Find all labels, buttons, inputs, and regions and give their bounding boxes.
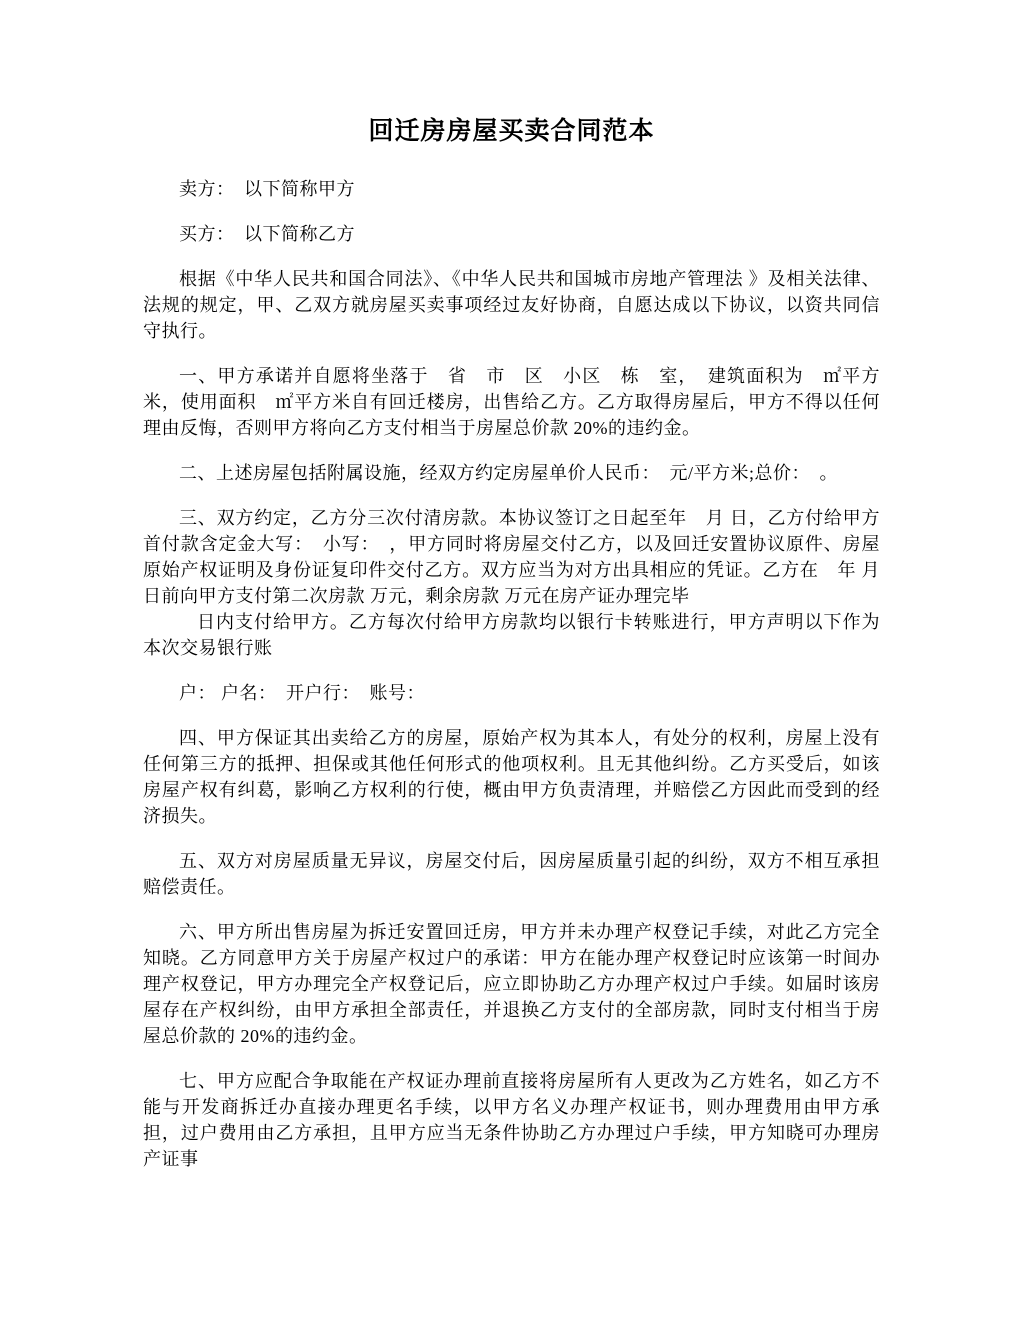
clause-4-paragraph: 四、甲方保证其出卖给乙方的房屋，原始产权为其本人，有处分的权利，房屋上没有任何第三方的抵押、担保或其他任何形式的他项权利。且无其他纠纷。乙方买受后，如该房屋产权有纠葛，影响乙方权利的行使，概由甲方负责清理，并赔偿乙方因此而受到的经济损失。: [143, 728, 880, 826]
clause-7-paragraph: 七、甲方应配合争取能在产权证办理前直接将房屋所有人更改为乙方姓名，如乙方不能与开发商拆迁办直接办理更名手续，以甲方名义办理产权证书，则办理费用由甲方承担，过户费用由乙方承担，且甲方应当无条件协助乙方办理过户手续，甲方知晓可办理房产证事: [143, 1071, 880, 1169]
party-line-seller: 卖方： 以下简称甲方: [179, 179, 355, 199]
clause-3-continuation: 日内支付给甲方。乙方每次付给甲方房款均以银行卡转账进行，甲方声明以下作为本次交易银行账: [143, 612, 880, 658]
preamble-paragraph: 根据《中华人民共和国合同法》、《中华人民共和国城市房地产管理法 》及相关法律、法规的规定，甲、乙双方就房屋买卖事项经过友好协商，自愿达成以下协议，以资共同信守执行。: [143, 269, 880, 341]
clause-1-paragraph: 一、甲方承诺并自愿将坐落于 省 市 区 小区 栋 室， 建筑面积为 ㎡平方米，使用面积 ㎡平方米自有回迁楼房，出售给乙方。乙方取得房屋后，甲方不得以任何理由反悔，否则甲方将向乙方支付相当于房屋总价款 20%的违约金。: [143, 366, 880, 438]
clause-6-paragraph: 六、甲方所出售房屋为拆迁安置回迁房，甲方并未办理产权登记手续，对此乙方完全知晓。乙方同意甲方关于房屋产权过户的承诺：甲方在能办理产权登记时应该第一时间办理产权登记，甲方办理完全产权登记后，应立即协助乙方办理产权过户手续。如届时该房屋存在产权纠纷，由甲方承担全部责任，并退换乙方支付的全部房款，同时支付相当于房屋总价款的 20%的违约金。: [143, 922, 880, 1046]
clause-3-bank-account-line: 户： 户名： 开户行： 账号：: [179, 683, 425, 703]
party-line-buyer: 买方： 以下简称乙方: [179, 224, 355, 244]
clause-2-paragraph: 二、上述房屋包括附属设施，经双方约定房屋单价人民币： 元/平方米;总价： 。: [179, 463, 838, 483]
clause-3-paragraph: 三、双方约定，乙方分三次付清房款。本协议签订之日起至年 月 日，乙方付给甲方首付款含定金大写： 小写： ，甲方同时将房屋交付乙方，以及回迁安置协议原件、房屋原始产权证明及身份证复印件交付乙方。双方应当为对方出具相应的凭证。乙方在 年 月 日前向甲方支付第二次房款 万元，剩余房款 万元在房产证办理完毕: [143, 508, 880, 606]
document-title: 回迁房房屋买卖合同范本: [368, 118, 655, 145]
clause-5-paragraph: 五、双方对房屋质量无异议，房屋交付后，因房屋质量引起的纠纷，双方不相互承担赔偿责任。: [143, 851, 880, 897]
